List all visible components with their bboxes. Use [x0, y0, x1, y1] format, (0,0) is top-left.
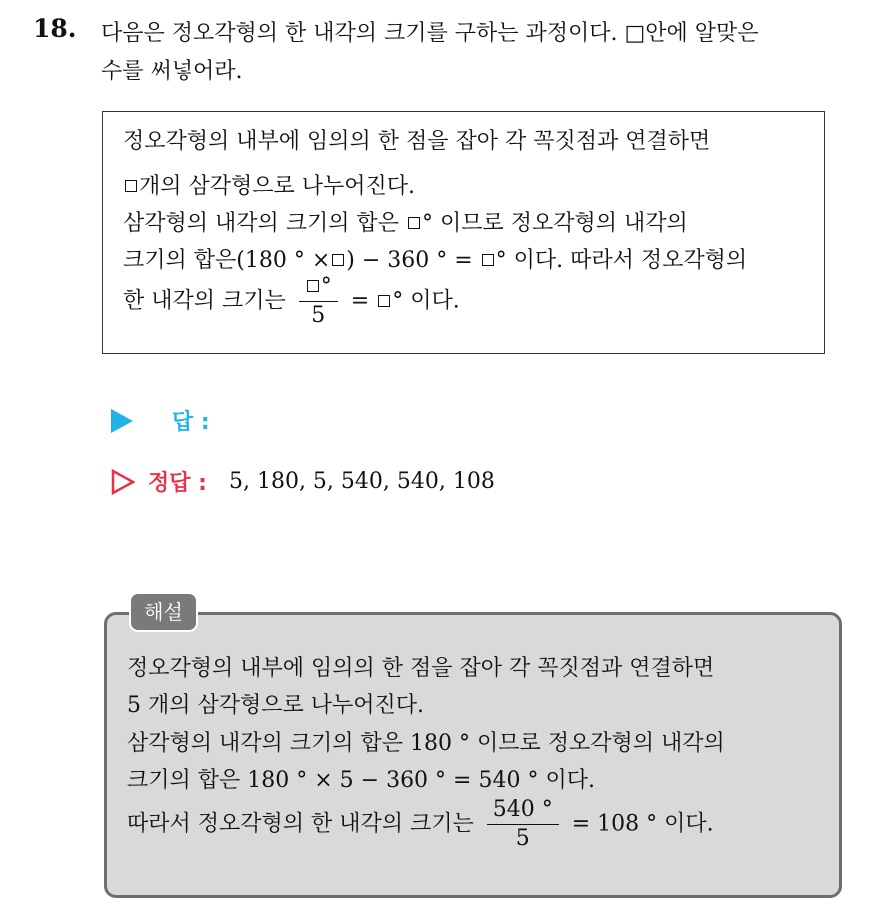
- blank-box: [378, 295, 390, 307]
- box-line-1: 정오각형의 내부에 임의의 한 점을 잡아 각 꼭짓점과 연결하면: [123, 129, 711, 154]
- box-line-4-a: 크기의 합은(180 ° ×: [123, 248, 331, 273]
- question-text: [101, 15, 871, 91]
- blank-box: [408, 217, 420, 229]
- question-line-2: 수를 써넣어라.: [101, 59, 243, 84]
- problem-box: [102, 111, 825, 354]
- box-line-3-before: 삼각형의 내각의 크기의 합은: [123, 211, 400, 236]
- box-line-5-after: ° 이다.: [392, 288, 460, 314]
- explanation-fraction-numerator: 540 °: [487, 798, 559, 825]
- box-line-2-text: 개의 삼각형으로 나누어진다.: [139, 174, 416, 199]
- correct-answer-row: [111, 466, 495, 497]
- explanation-fraction-denominator: 5: [515, 826, 530, 851]
- degree-mark: °: [320, 274, 332, 299]
- explanation-line-4: 크기의 합은 180 ° × 5 − 360 ° = 540 ° 이다.: [127, 768, 595, 793]
- box-line-2: [123, 169, 415, 200]
- explanation-fraction: [487, 798, 559, 851]
- blank-box: [125, 180, 137, 192]
- fraction: [299, 275, 338, 328]
- explanation-box: [104, 612, 842, 898]
- question-line-1: 다음은 정오각형의 한 내각의 크기를 구하는 과정이다. □안에 알맞은: [101, 21, 759, 46]
- equals-sign: =: [350, 288, 370, 314]
- fraction-denominator: 5: [311, 303, 326, 328]
- box-line-4-b: ) − 360 ° =: [346, 248, 473, 273]
- explanation-line-1: 정오각형의 내부에 임의의 한 점을 잡아 각 꼭짓점과 연결하면: [127, 656, 715, 681]
- play-arrow-icon: [111, 409, 133, 433]
- explanation-line-2: 5 개의 삼각형으로 나누어진다.: [127, 693, 424, 718]
- explanation-tab: 해설: [129, 592, 198, 632]
- blank-box: [482, 254, 494, 266]
- box-line-3: [123, 206, 688, 237]
- fraction-numerator: [299, 275, 338, 302]
- box-line-4: [123, 243, 747, 274]
- box-line-3-after: ° 이므로 정오각형의 내각의: [422, 211, 688, 236]
- box-line-5-before: 한 내각의 크기는: [123, 288, 286, 314]
- answer-row: [111, 405, 210, 436]
- blank-box: [307, 280, 319, 292]
- answer-label: 답 :: [172, 410, 210, 435]
- outline-arrow-icon: [111, 469, 135, 495]
- correct-answer-value: 5, 180, 5, 540, 540, 108: [228, 469, 495, 494]
- box-line-4-c: ° 이다. 따라서 정오각형의: [495, 248, 748, 273]
- explanation-line-5-after: = 108 ° 이다.: [571, 811, 714, 837]
- box-line-5: [123, 275, 460, 328]
- explanation-line-3: 삼각형의 내각의 크기의 합은 180 ° 이므로 정오각형의 내각의: [127, 731, 725, 756]
- explanation-line-5: [127, 798, 714, 851]
- blank-box: [332, 254, 344, 266]
- question-number: 18.: [33, 14, 77, 43]
- explanation-line-5-before: 따라서 정오각형의 한 내각의 크기는: [127, 811, 474, 837]
- correct-answer-label: 정답 :: [148, 471, 207, 496]
